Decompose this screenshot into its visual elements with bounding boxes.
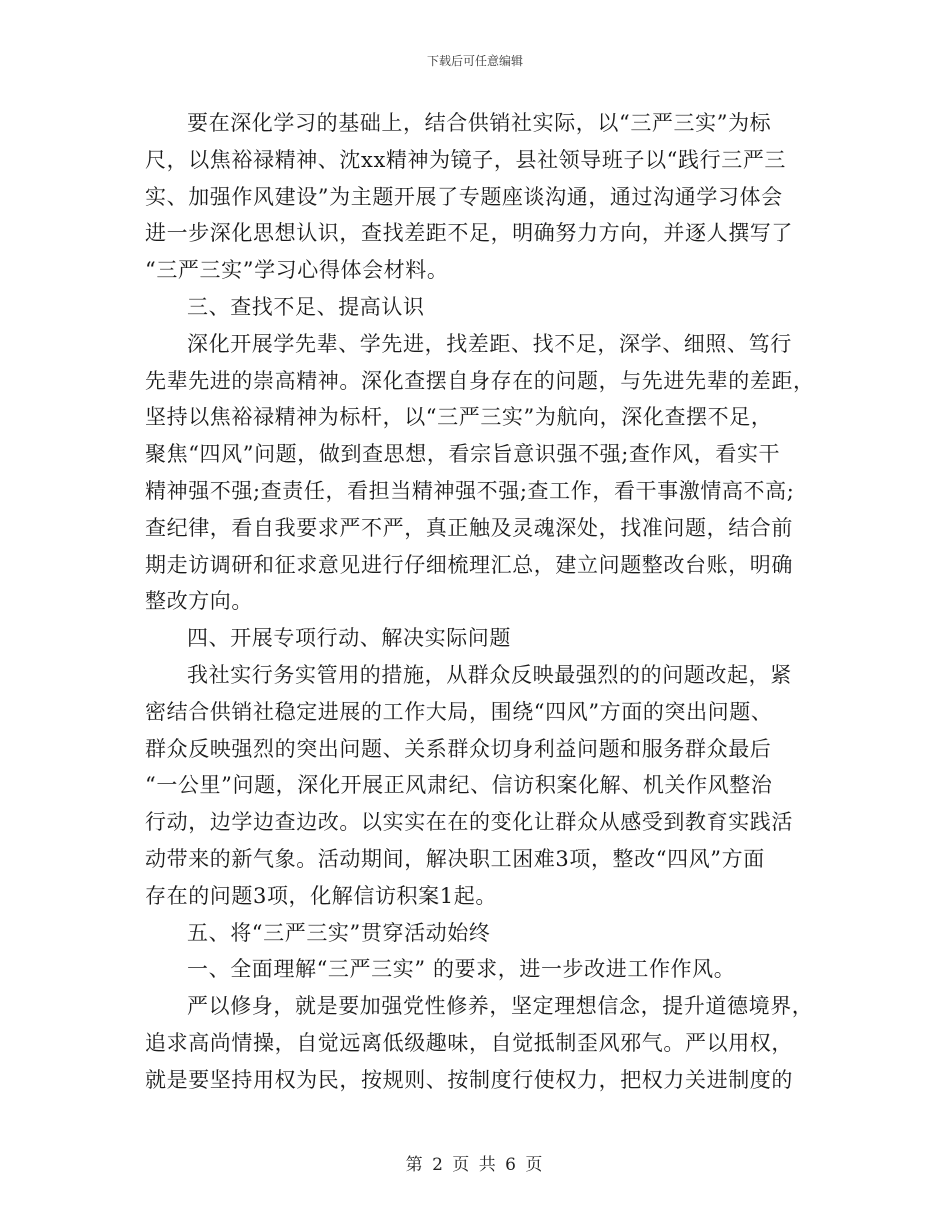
paragraph-line: 实、加强作风建设”为主题开展了专题座谈沟通，通过沟通学习体会 [145, 184, 783, 209]
paragraph-line: 尺，以焦裕禄精神、沈xx精神为镜子，县社领导班子以“践行三严三 [145, 147, 787, 172]
paragraph-line: 进一步深化思想认识，查找差距不足，明确努力方向，并逐人撰写了 [145, 221, 793, 246]
section-heading: 三、查找不足、提高认识 [187, 294, 425, 319]
paragraph-line: 要在深化学习的基础上，结合供销社实际，以“三严三实”为标 [187, 111, 772, 135]
section-heading: 五、将“三严三实”贯穿活动始终 [187, 920, 491, 945]
paragraph-line: 动带来的新气象。活动期间，解决职工困难3项，整改“四风”方面 [145, 846, 765, 871]
paragraph-line: 精神强不强;查责任，看担当精神强不强;查工作，看干事激情高不高; [145, 478, 795, 503]
paragraph-line: 查纪律，看自我要求严不严，真正触及灵魂深处，找准问题，结合前 [145, 515, 793, 540]
paragraph-line: 坚持以焦裕禄精神为标杆，以“三严三实”为航向，深化查摆不足， [145, 405, 773, 430]
paragraph-line: 我社实行务实管用的措施，从群众反映最强烈的的问题改起，紧 [187, 662, 792, 687]
paragraph-line: 追求高尚情操，自觉远离低级趣味，自觉抵制歪风邪气。严以用权， [145, 1030, 793, 1055]
paragraph-line: 深化开展学先辈、学先进，找差距、找不足，深学、细照、笃行 [187, 331, 792, 356]
paragraph-line: 就是要坚持用权为民，按规则、按制度行使权力，把权力关进制度的 [145, 1067, 793, 1092]
paragraph-line: 行动，边学边查边改。以实实在在的变化让群众从感受到教育实践活 [145, 810, 793, 835]
paragraph-line: 群众反映强烈的突出问题、关系群众切身利益问题和服务群众最后 [145, 736, 772, 761]
paragraph-line: 严以修身，就是要加强党性修养，坚定理想信念，提升道德境界， [187, 994, 814, 1019]
document-body [145, 105, 815, 1099]
paragraph-line: 期走访调研和征求意见进行仔细梳理汇总，建立问题整改台账，明确 [145, 552, 793, 577]
paragraph-line: 聚焦“四风”问题，做到查思想，看宗旨意识强不强;查作风，看实干 [145, 442, 781, 467]
paragraph-line: “一公里”问题，深化开展正风肃纪、信访积案化解、机关作风整治 [145, 773, 773, 798]
section-heading: 四、开展专项行动、解决实际问题 [187, 626, 511, 651]
paragraph-line: 整改方向。 [145, 589, 253, 614]
page-number-footer: 第 2 页 共 6 页 [405, 1155, 545, 1175]
subsection-heading: 一、全面理解“三严三实” 的要求，进一步改进工作作风。 [187, 957, 736, 982]
paragraph-line: “三严三实”学习心得体会材料。 [145, 258, 449, 283]
page-header: 下载后可任意编辑 [426, 54, 523, 68]
paragraph-line: 存在的问题3项，化解信访积案1起。 [145, 883, 497, 908]
paragraph-line: 先辈先进的崇高精神。深化查摆自身存在的问题，与先进先辈的差距， [145, 368, 815, 393]
paragraph-line: 密结合供销社稳定进展的工作大局，围绕“四风”方面的突出问题、 [145, 699, 773, 724]
